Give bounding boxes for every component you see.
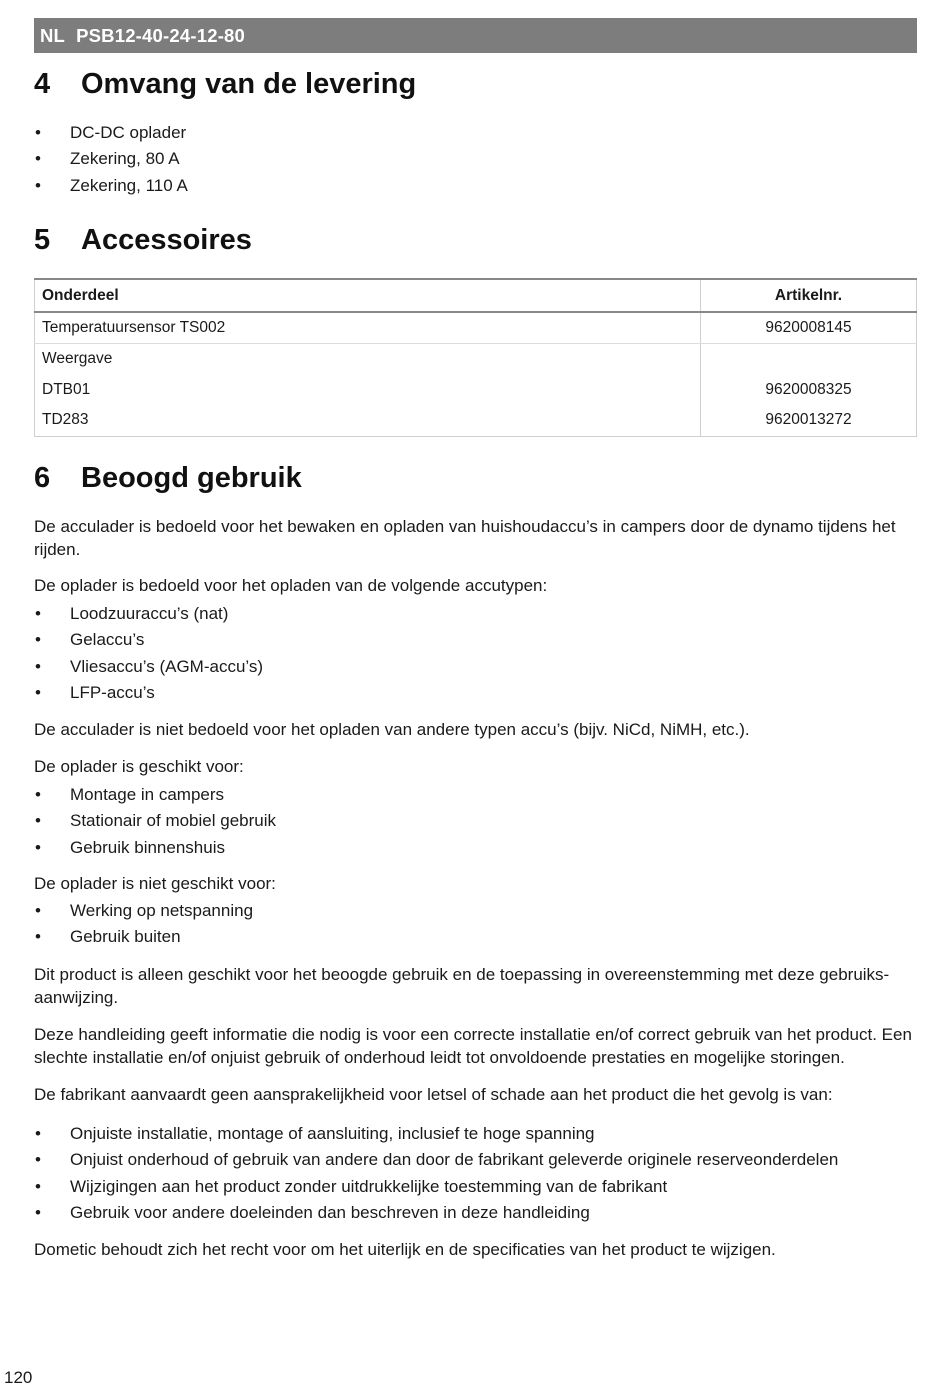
list-item: • Gebruik buiten (34, 924, 253, 950)
section-title: Omvang van de levering (81, 68, 417, 100)
section-5-heading (34, 224, 252, 257)
list-item: • Zekering, 80 A (34, 146, 188, 172)
table-cell: Temperatuursensor TS002 (35, 312, 701, 343)
battery-types-list (34, 601, 263, 706)
table-row (35, 343, 917, 374)
list-item: • Gebruik voor andere doeleinden dan beschreven in deze handleiding (34, 1200, 838, 1226)
list-item: • Onjuiste installatie, montage of aansluiting, inclusief te hoge spanning (34, 1121, 838, 1147)
table-row (35, 405, 917, 436)
list-item: • Gelaccu’s (34, 627, 263, 653)
types-intro: De oplader is bedoeld voor het opladen van de volgende accutypen: (34, 576, 548, 595)
liability-list (34, 1121, 838, 1226)
table-cell: DTB01 (35, 374, 701, 405)
list-item: • Gebruik binnenshuis (34, 835, 276, 861)
list-item: • Vliesaccu’s (AGM-accu’s) (34, 654, 263, 680)
list-item: • Onjuist onderhoud of gebruik van andere dan door de fabrikant geleverde originele reserveonderdelen (34, 1147, 838, 1173)
delivery-list (34, 120, 188, 199)
not-intended-paragraph: De acculader is niet bedoeld voor het opladen van andere typen accu’s (bijv. NiCd, NiMH, etc.). (34, 720, 750, 739)
suitable-intro: De oplader is geschikt voor: (34, 757, 244, 776)
not-suitable-list (34, 898, 253, 951)
section-title: Beoogd gebruik (81, 462, 302, 494)
liability-intro: De fabrikant aanvaardt geen aansprakelijkheid voor letsel of schade aan het product die het gevolg is van: (34, 1085, 833, 1104)
table-cell: TD283 (35, 405, 701, 436)
table-cell: 9620013272 (765, 411, 852, 429)
table-row (35, 374, 917, 405)
model-number: PSB12-40-24-12-80 (76, 24, 246, 46)
not-suitable-intro: De oplader is niet geschikt voor: (34, 874, 276, 893)
table-cell: Weergave (35, 343, 701, 374)
suitable-list (34, 782, 276, 861)
accessories-table (34, 278, 917, 437)
list-item: • Wijzigingen aan het product zonder uitdrukkelijke toestemming van de fabrikant (34, 1174, 838, 1200)
language-code: NL (40, 24, 66, 46)
table-cell: 9620008325 (765, 380, 852, 398)
table-cell: 9620008145 (701, 312, 917, 343)
column-header-article: Artikelnr. (701, 279, 917, 312)
table-row (35, 312, 917, 343)
section-number: 4 (34, 68, 51, 100)
list-item: • LFP-accu’s (34, 680, 263, 706)
list-item: • Loodzuuraccu’s (nat) (34, 601, 263, 627)
closing-paragraph: Dometic behoudt zich het recht voor om het uiterlijk en de specificaties van het product te wijzigen. (34, 1240, 776, 1259)
list-item: • Werking op netspanning (34, 898, 253, 924)
page-header (34, 18, 917, 53)
table-header-row (35, 279, 917, 312)
list-item: • DC-DC oplader (34, 120, 188, 146)
column-header-part: Onderdeel (35, 279, 701, 312)
section-6-heading (34, 462, 302, 495)
section-title: Accessoires (81, 224, 252, 256)
manual-info-paragraph: Deze handleiding geeft informatie die nodig is voor een correcte installatie en/of correct gebruik van het product. Een slechte installatie en/of onjuist gebruik of onderhoud leidt tot onvoldoende prestaties en mogelijke storingen. (34, 1025, 912, 1067)
page-number: 120 (4, 1368, 33, 1387)
table-cell (701, 343, 917, 374)
section-4-heading (34, 68, 416, 101)
list-item: • Stationair of mobiel gebruik (34, 808, 276, 834)
list-item: • Montage in campers (34, 782, 276, 808)
list-item: • Zekering, 110 A (34, 173, 188, 199)
section-number: 6 (34, 462, 51, 494)
section-number: 5 (34, 224, 51, 256)
intro-paragraph: De acculader is bedoeld voor het bewaken en opladen van huishoudaccu’s in campers door de dynamo tijdens het rijden. (34, 517, 896, 559)
product-use-paragraph: Dit product is alleen geschikt voor het beoogde gebruik en de toepassing in overeenstemming met deze gebruiks-aanwijzing. (34, 965, 890, 1007)
